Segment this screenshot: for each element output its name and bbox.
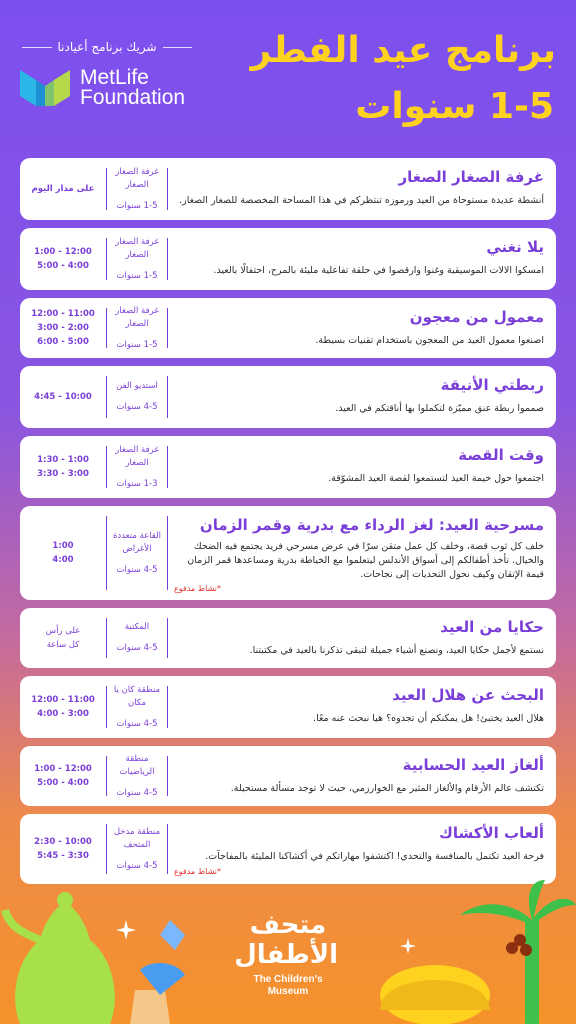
location-name: منطقة الرياضيات	[119, 753, 155, 777]
time-slot: 3:00 - 3:30	[37, 469, 89, 479]
time-slot: 4:00	[52, 555, 74, 565]
event-location	[106, 618, 168, 658]
time-slot: 4:00 - 5:00	[37, 261, 89, 271]
time-slot: 2:00 - 3:00	[37, 323, 89, 333]
event-description: أنشطة عديدة مستوحاة من العيد ورموزه تنتظركم في هذا المساحة المخصصة للصغار الصغار.	[179, 195, 544, 206]
time-slot: على مدار اليوم	[31, 184, 95, 194]
event-times	[20, 298, 106, 358]
time-slot: 1:00	[52, 541, 74, 551]
event-times	[20, 608, 106, 668]
event-description: هلال العيد يختبئ! هل يمكنكم أن تجدوه؟ هيا نبحث عنه معًا.	[313, 713, 544, 724]
location-name: غرفة الصغار الصغار	[115, 166, 159, 190]
event-location	[106, 446, 168, 488]
event-location	[106, 686, 168, 728]
event-times	[20, 506, 106, 600]
location-name: غرفة الصغار الصغار	[115, 305, 159, 329]
event-card	[20, 158, 556, 220]
event-location	[106, 753, 168, 798]
event-title: ربطتي الأنيقة	[440, 376, 544, 394]
event-description: امسكوا الالات الموسيقية وغنوا وارقصوا في حلقة تفاعلية مليئة بالمرح، احتفالًا بالعيد.	[213, 265, 544, 276]
location-name: المكتبة	[124, 622, 150, 632]
event-location	[106, 238, 168, 280]
location-name: القاعة متعددة الأغراض	[112, 530, 162, 554]
location-name: استديو الفن	[116, 381, 158, 391]
divider	[163, 47, 193, 48]
event-description: اجتمعوا حول خيمة العيد لتستمعوا لقصة العيد المشوّقة.	[328, 473, 544, 484]
event-times	[20, 366, 106, 428]
age-range: 1-5 سنوات	[116, 270, 158, 281]
time-slot: 12:00 - 1:00	[34, 247, 92, 257]
time-slot: كل ساعة	[46, 640, 80, 650]
event-title: البحث عن هلال العيد	[392, 686, 544, 704]
event-location	[106, 516, 168, 590]
time-slot: 11:00 - 12:00	[31, 695, 95, 705]
event-times	[20, 436, 106, 498]
header	[0, 0, 576, 150]
event-location	[106, 824, 168, 874]
palm-and-lantern-illustration	[350, 880, 576, 1024]
event-title: ألغاز العيد الحسابية	[402, 756, 544, 774]
event-card	[20, 746, 556, 806]
star-icon	[116, 920, 136, 940]
event-title: حكايا من العيد	[440, 618, 544, 636]
location-name: غرفة الصغار الصغار	[115, 236, 159, 260]
event-card	[20, 506, 556, 600]
metlife-foundation-logo	[20, 68, 185, 108]
age-range: 4-5 سنوات	[116, 564, 158, 575]
coffee-pot-illustration	[0, 880, 200, 1024]
location-name: منطقة مدخل المتحف	[113, 826, 161, 850]
event-location	[106, 168, 168, 210]
time-slot: 5:00 - 6:00	[37, 337, 89, 347]
metlife-name: MetLife	[80, 66, 149, 89]
location-name: منطقة كان يا مكان	[113, 684, 161, 708]
museum-name-arabic: متحف الأطفال	[234, 910, 338, 970]
museum-name-line1: The Children's	[253, 974, 323, 985]
page-title: برنامج عيد الفطر	[250, 30, 556, 71]
event-title: وقت القصة	[458, 446, 544, 464]
event-card	[20, 608, 556, 668]
event-description: صمموا ربطة عنق مميّزة لتكملوا بها أناقتكم في العيد.	[335, 403, 544, 414]
time-slot: 1:00 - 1:30	[37, 455, 89, 465]
event-card	[20, 676, 556, 738]
age-range: 1-5 سنوات	[116, 339, 158, 350]
metlife-foundation: Foundation	[80, 86, 186, 109]
event-card	[20, 436, 556, 498]
metlife-logo-icon	[20, 68, 70, 108]
age-subtitle: 1-5 سنوات	[355, 86, 554, 127]
event-title: غرفة الصغار الصغار	[398, 168, 544, 186]
event-location	[106, 305, 168, 350]
time-slot: 3:30 - 5:45	[37, 851, 89, 861]
event-title: مسرحية العيد: لغز الرداء مع بدرية وقمر الزمان	[199, 516, 544, 534]
age-range: 4-5 سنوات	[116, 787, 158, 798]
time-slot: 10:00 - 4:45	[34, 392, 92, 402]
age-range: 4-5 سنوات	[116, 643, 158, 653]
time-slot: على رأس	[45, 626, 81, 636]
event-description: نستمع لأجمل حكايا العيد، ونصنع أشياء جميلة لتبقى تذكرنا بالعيد في مكتبتنا.	[249, 645, 544, 656]
event-times	[20, 746, 106, 806]
event-title: يلا نغني	[486, 238, 544, 256]
event-title: معمول من معجون	[409, 308, 544, 326]
divider	[22, 47, 52, 48]
location-name: غرفة الصغار الصغار	[115, 444, 159, 468]
age-range: 4-5 سنوات	[116, 860, 158, 871]
paid-activity-note: *نشاط مدفوع	[174, 584, 221, 593]
age-range: 4-5 سنوات	[116, 718, 158, 729]
event-times	[20, 228, 106, 290]
event-title: ألعاب الأكشاك	[439, 824, 544, 842]
time-slot: 11:00 - 12:00	[31, 309, 95, 319]
event-card	[20, 366, 556, 428]
time-slot: 4:00 - 5:00	[37, 778, 89, 788]
paid-activity-note: *نشاط مدفوع	[174, 867, 221, 876]
time-slot: 10:00 - 2:30	[34, 837, 92, 847]
childrens-museum-logo	[234, 910, 338, 998]
event-card	[20, 298, 556, 358]
age-range: 1-3 سنوات	[116, 478, 158, 489]
time-slot: 3:00 - 4:00	[37, 709, 89, 719]
event-description: خلف كل ثوب قصة، وخلف كل عمل متقن سرّا في عرض مسرحي فريد يجتمع فيه الضحك والخيال. تأخذ أطفالكم إلى أسواق الأندلس ليتعلموا مع الخياطة بدرية ومساعدها قمر الزمان قيمة الإتقان وكيف نحول التحديات إلى نجاحات.	[187, 541, 544, 580]
sponsor-text: شريك برنامج أعيادنا	[57, 40, 157, 54]
event-times	[20, 676, 106, 738]
sponsor-label	[22, 40, 192, 54]
age-range: 1-5 سنوات	[116, 200, 158, 211]
event-location	[106, 376, 168, 418]
event-times	[20, 814, 106, 884]
event-description: فرحة العيد تكتمل بالمنافسة والتحدي! اكتشفوا مهاراتكم في أكشاكنا المليئة بالمفاجآت.	[205, 851, 544, 862]
time-slot: 12:00 - 1:00	[34, 764, 92, 774]
event-card	[20, 228, 556, 290]
museum-name-line2: Museum	[267, 986, 309, 997]
event-times	[20, 158, 106, 220]
event-description: تكتشف عالم الأرقام والألغاز المثير مع الخوارزمي، حيث لا توجد مسألة مستحيلة.	[230, 783, 544, 794]
event-card	[20, 814, 556, 884]
event-description: اصنعوا معمول العيد من المعجون باستخدام تقنيات بسيطة.	[315, 335, 544, 346]
age-range: 4-5 سنوات	[116, 402, 158, 412]
museum-name-english	[238, 974, 338, 998]
